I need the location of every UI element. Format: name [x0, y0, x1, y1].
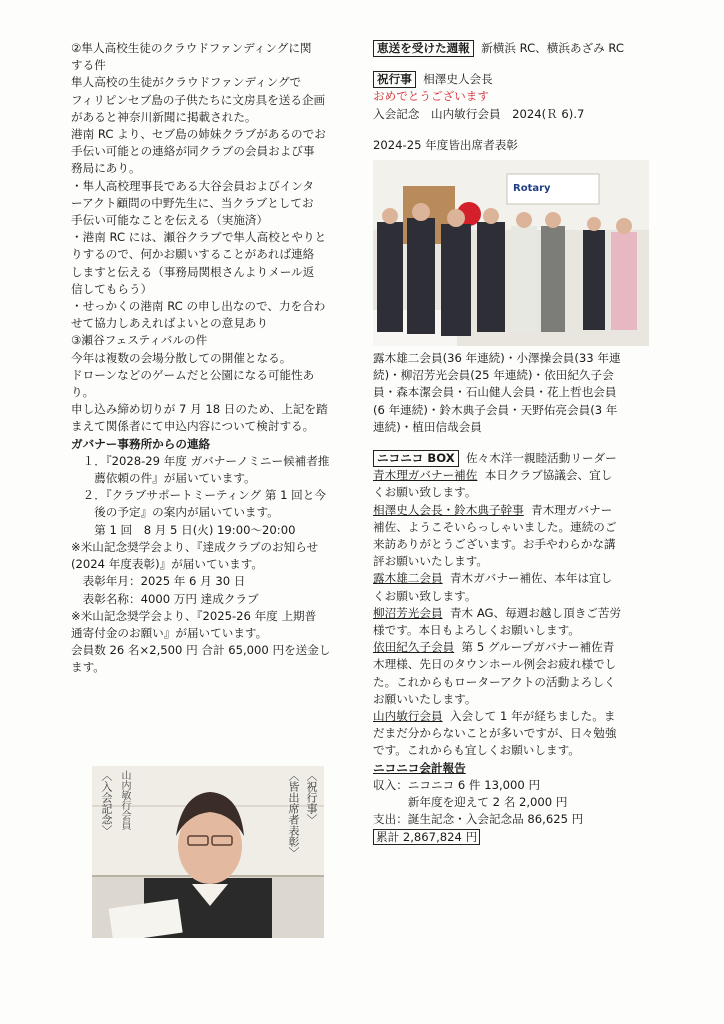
niko-entry-1: 青木理ガバナー補佐 本日クラブ協議会、宜し くお願い致します。 [373, 468, 613, 500]
yoneyama-notice-1: ※米山記念奨学会より、『達成クラブのお知らせ (2024 年度表彰)』が届いています。 表彰年月：2025 年 6 月 30 日 表彰名称：4000 万円 達成クラブ [71, 539, 319, 606]
niko-box-label: ニコニコ BOX [373, 450, 459, 467]
item3-paragraph-1: 今年は複数の会場分散しての開催となる。 [71, 350, 292, 365]
expense-items: 誕生記念・入会記念品 86,625 円 [407, 812, 584, 827]
yoneyama-notice-2: ※米山記念奨学会より、『2025-26 年度 上期普 通寄付金のお願い』が届いています。 [71, 608, 317, 640]
item3-paragraph-3: 申し込み締め切りが 7 月 18 日のため、上記を踏 まえて関係者にて申込内容について検討する。 [71, 402, 328, 434]
expense-row [373, 811, 653, 828]
niko-report-title: ニコニコ会計報告 [373, 760, 466, 775]
niko-entry-2: 相澤史人会長・鈴木典子幹事 青木理ガバナー 補佐、ようこそいらっしゃいました。連続のご 来訪ありがとうございます。お手やわらかな講 評お願いいたします。 [373, 502, 617, 569]
niko-entry-3: 露木雄二会員 青木ガバナー補佐、本年は宜し くお願い致します。 [373, 571, 613, 603]
cumulative-total: 累計 2,867,824 円 [373, 829, 653, 846]
banner-anniversary-name: 山内敏行会員 [119, 770, 130, 830]
congratulations: おめでとうございます [373, 89, 489, 104]
income-row [373, 777, 653, 811]
right-column [373, 40, 653, 846]
bullet-1: ・隼人高校理事長である大谷会員およびインタ ーアクト顧問の中野先生に、当クラブとしてお 手伝い可能なことを伝える（実施済） [71, 178, 315, 228]
banner-celebration: 〈祝行事〉 [305, 770, 318, 825]
governor-item-2: ２．『クラブサポートミーティング 第 1 回と今 後の予定』の案内が届いています。 第 1 回 8 月 5 日(火) 19:00～20:00 [82, 488, 326, 537]
income-items: ニコニコ 6 件 13,000 円 新年度を迎えて 2 名 2,000 円 [407, 777, 568, 810]
governor-item-1: １．『2028-29 年度 ガバナーノミニー候補者推 薦依頼の件』が届いています。 [82, 453, 330, 486]
celebration: 祝行事 相澤史人会長 [373, 71, 653, 88]
award-list: 露木雄二会員(36 年連続)・小澤操会員(33 年連 続)・柳沼芳光会員(25 年連続)・依田紀久子会 員・森本潔会員・石山健人会員・花上哲也会員 (6 年連続)・鈴木典子会員・天野佑亮会員(3 年 連続)・植田信哉会員 [373, 351, 621, 434]
gifted-bulletins: 恵送を受けた週報 新横浜 RC、横浜あざみ RC [373, 40, 653, 57]
celebration-label: 祝行事 [373, 71, 416, 88]
item3-title: ③瀬谷フェスティバルの件 [71, 333, 208, 348]
item2-paragraph-1: 隼人高校の生徒がクラウドファンディングで フィリピンセブ島の子供たちに文房具を送る企画 があると神奈川新聞に掲載された。 [71, 75, 326, 124]
anniversary-photo [92, 766, 324, 938]
governor-office-heading: ガバナー事務所からの連絡 [71, 436, 211, 451]
niko-entry-6: 山内敏行会員 入会して 1 年が経ちました。ま だまだ分からないことが多いですが、日々勉強 です。これからも宜しくお願いします。 [373, 709, 617, 758]
award-group-photo [373, 160, 649, 346]
award-group-photo-art [373, 160, 649, 346]
niko-entry-4: 柳沼芳光会員 青木 AG、毎週お越し頂きご苦労 様です。本日もよろしくお願いします。 [373, 605, 622, 638]
award-title: 2024-25 年度皆出席者表彰 [373, 137, 518, 152]
banner-attendance: 〈皆出席者表彰〉 [287, 770, 300, 858]
rotary-banner: Rotary [513, 183, 551, 195]
income-label: 収入： [373, 777, 408, 792]
member-remittance: 会員数 26 名×2,500 円 合計 65,000 円を送金し ます。 [71, 643, 331, 675]
expense-label: 支出： [373, 812, 408, 827]
bullet-3: ・せっかくの港南 RC の申し出なので、力を合わ せて協力しあえればよいとの意見あり [71, 299, 326, 331]
item3-paragraph-2: ドローンなどのゲームだと公園になる可能性あ り。 [71, 367, 315, 400]
left-column [71, 40, 349, 677]
banner-anniversary: 〈入会記念〉 [100, 770, 113, 836]
niko-box-heading: ニコニコ BOX 佐々木洋一親睦活動リーダー [373, 450, 653, 467]
bullet-2: ・港南 RC には、瀬谷クラブで隼人高校とやりと りするので、何かお願いすることがあれば連絡 しますと伝える（事務局関根さんよりメール返 信してもらう） [71, 230, 327, 296]
gifted-bulletins-label: 恵送を受けた週報 [373, 40, 474, 57]
anniversary-line: 入会記念 山内敏行会員 2024(Ｒ 6).7 [373, 106, 585, 121]
niko-entry-5: 依田紀久子会員 第 5 グループガバナー補佐青 木理様、先日のタウンホール例会お疲れ様でし た。これからもローターアクトの活動よろしく お願いいたします。 [373, 640, 617, 706]
item2-title: ②隼人高校生徒のクラウドファンディングに関 する件 [71, 41, 312, 73]
item2-paragraph-2: 港南 RC より、セブ島の姉妹クラブがあるのでお 手伝い可能との連絡が同クラブの会員および事 務局にあり。 [71, 127, 326, 176]
